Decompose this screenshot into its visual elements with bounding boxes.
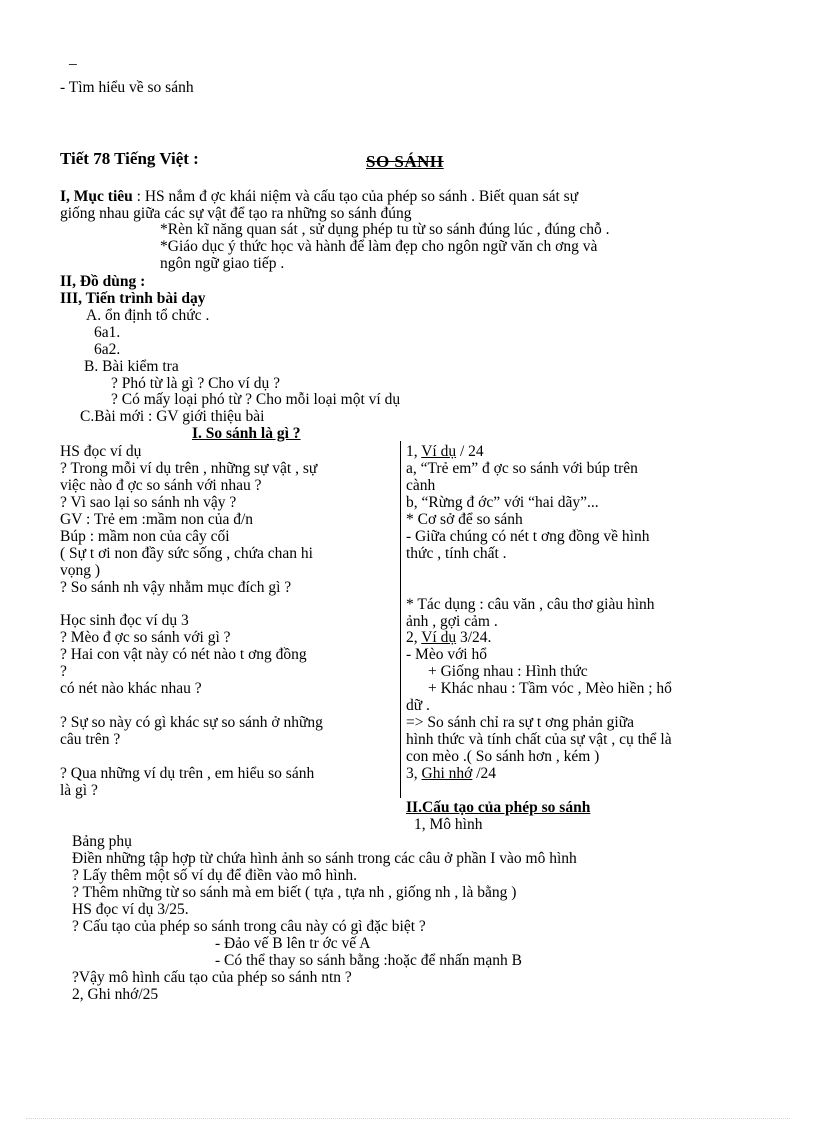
- objectives-line-3: *Rèn kĩ năng quan sát , sử dụng phép tu từ so sánh đúng lúc , đúng chỗ .: [160, 221, 610, 238]
- item-number: 3,: [406, 765, 422, 782]
- objectives-line-4: *Giáo dục ý thức học và hành để làm đẹp cho ngôn ngữ văn ch ơng và: [160, 238, 598, 255]
- left-line: ? Qua những ví dụ trên , em hiểu so sánh: [60, 765, 315, 782]
- objectives-text-1: : HS nắm đ ợc khái niệm và cấu tạo của phép so sánh . Biết quan sát sự: [132, 188, 579, 205]
- bottom-line: ? Lấy thêm một số ví dụ để điền vào mô hình.: [72, 867, 357, 884]
- left-line: GV : Trẻ em :mầm non của đ/n: [60, 511, 254, 528]
- example-ref: 3/24.: [456, 629, 492, 646]
- process-heading: III, Tiến trình bài dạy: [60, 290, 206, 307]
- left-line: ( Sự t ơi non đầy sức sống , chứa chan hi: [60, 545, 313, 562]
- objectives-label: I, Mục tiêu: [60, 188, 133, 205]
- right-line: + Giống nhau : Hình thức: [428, 663, 588, 680]
- right-line: [406, 443, 484, 460]
- left-line: câu trên ?: [60, 731, 121, 748]
- right-line: con mèo .( So sánh hơn , kém ): [406, 748, 600, 765]
- right-line: hình thức và tính chất của sự vật , cụ thể là: [406, 731, 672, 748]
- top-dash: _: [69, 50, 77, 67]
- left-line: ? Hai con vật này có nét nào t ơng đồng: [60, 646, 307, 663]
- section-1-heading: I. So sánh là gì ?: [192, 425, 301, 442]
- right-line: ảnh , gợi cảm .: [406, 613, 498, 630]
- bottom-line: ? Thêm những từ so sánh mà em biết ( tựa , tựa nh , giống nh , là bằng ): [72, 884, 517, 901]
- memo-label: Ghi nhớ: [421, 765, 473, 782]
- right-line: cành: [406, 477, 436, 494]
- right-line: [406, 629, 491, 646]
- bottom-line: Bảng phụ: [72, 833, 132, 850]
- class-6a1: 6a1.: [94, 324, 121, 341]
- left-line: ? Vì sao lại so sánh nh vậy ?: [60, 494, 237, 511]
- section-2-heading: II.Cấu tạo của phép so sánh: [406, 799, 591, 816]
- right-line: + Khác nhau : Tầm vóc , Mèo hiền ; hổ: [428, 680, 672, 697]
- left-line: Học sinh đọc ví dụ 3: [60, 612, 189, 629]
- process-a: A. ổn định tổ chức .: [86, 307, 210, 324]
- memo-ref: /24: [472, 765, 497, 782]
- right-line: dữ .: [406, 697, 430, 714]
- bottom-line: Điền những tập hợp từ chứa hình ảnh so sánh trong các câu ở phần I vào mô hình: [72, 850, 577, 867]
- right-line: b, “Rừng đ ớc” với “hai dãy”...: [406, 494, 599, 511]
- bottom-line: ? Cấu tạo của phép so sánh trong câu này có gì đặc biệt ?: [72, 918, 426, 935]
- left-line: có nét nào khác nhau ?: [60, 680, 202, 697]
- right-line: - Giữa chúng có nét t ơng đồng về hình: [406, 528, 650, 545]
- left-line: là gì ?: [60, 782, 98, 799]
- bottom-line: 2, Ghi nhớ/25: [72, 986, 159, 1003]
- bottom-line: ?Vậy mô hình cấu tạo của phép so sánh ntn ?: [72, 969, 352, 986]
- example-label: Ví dụ: [421, 629, 457, 646]
- page-bottom-rule: [26, 1118, 790, 1119]
- left-line: HS đọc ví dụ: [60, 443, 142, 460]
- left-line: ? So sánh nh vậy nhằm mục đích gì ?: [60, 579, 292, 596]
- bottom-line: HS đọc ví dụ 3/25.: [72, 901, 189, 918]
- item-number: 2,: [406, 629, 422, 646]
- left-line: vọng ): [60, 562, 101, 579]
- check-question-1: ? Phó từ là gì ? Cho ví dụ ?: [111, 375, 280, 392]
- model-subheading: 1, Mô hình: [414, 816, 483, 833]
- left-line: ? Sự so này có gì khác sự so sánh ở những: [60, 714, 323, 731]
- example-label: Ví dụ: [421, 443, 457, 460]
- objectives-line-5: ngôn ngữ giao tiếp .: [160, 255, 285, 272]
- left-line: Búp : mầm non của cây cối: [60, 528, 230, 545]
- bottom-line: - Đảo vế B lên tr ớc vế A: [215, 935, 371, 952]
- bottom-line: - Có thể thay so sánh bằng :hoặc để nhấn mạnh B: [215, 952, 522, 969]
- right-line: [406, 765, 496, 782]
- left-line: ? Trong mỗi ví dụ trên , những sự vật , sự: [60, 460, 318, 477]
- example-ref: / 24: [456, 443, 484, 460]
- right-line: - Mèo với hổ: [406, 646, 487, 663]
- right-line: thức , tính chất .: [406, 545, 507, 562]
- right-line: * Cơ sở để so sánh: [406, 511, 523, 528]
- left-line: việc nào đ ợc so sánh với nhau ?: [60, 477, 262, 494]
- page-title: SO SÁNH: [366, 152, 444, 171]
- materials-heading: II, Đồ dùng :: [60, 273, 146, 290]
- process-b: B. Bài kiểm tra: [84, 358, 179, 375]
- right-line: a, “Trẻ em” đ ợc so sánh với búp trên: [406, 460, 638, 477]
- right-line: * Tác dụng : câu văn , câu thơ giàu hình: [406, 596, 655, 613]
- objectives-line-2: giống nhau giữa các sự vật để tạo ra những so sánh đúng: [60, 205, 412, 222]
- intro-line: - Tìm hiểu về so sánh: [60, 79, 194, 96]
- objectives-line-1: [60, 188, 578, 205]
- process-c: C.Bài mới : GV giới thiệu bài: [80, 408, 265, 425]
- left-line: ? Mèo đ ợc so sánh với gì ?: [60, 629, 231, 646]
- lesson-label: Tiết 78 Tiếng Việt :: [60, 149, 199, 168]
- column-divider: [400, 441, 401, 798]
- left-line: ?: [60, 663, 67, 680]
- check-question-2: ? Có mấy loại phó từ ? Cho mỗi loại một ví dụ: [111, 391, 401, 408]
- right-line: => So sánh chỉ ra sự t ơng phản giữa: [406, 714, 635, 731]
- item-number: 1,: [406, 443, 422, 460]
- class-6a2: 6a2.: [94, 341, 121, 358]
